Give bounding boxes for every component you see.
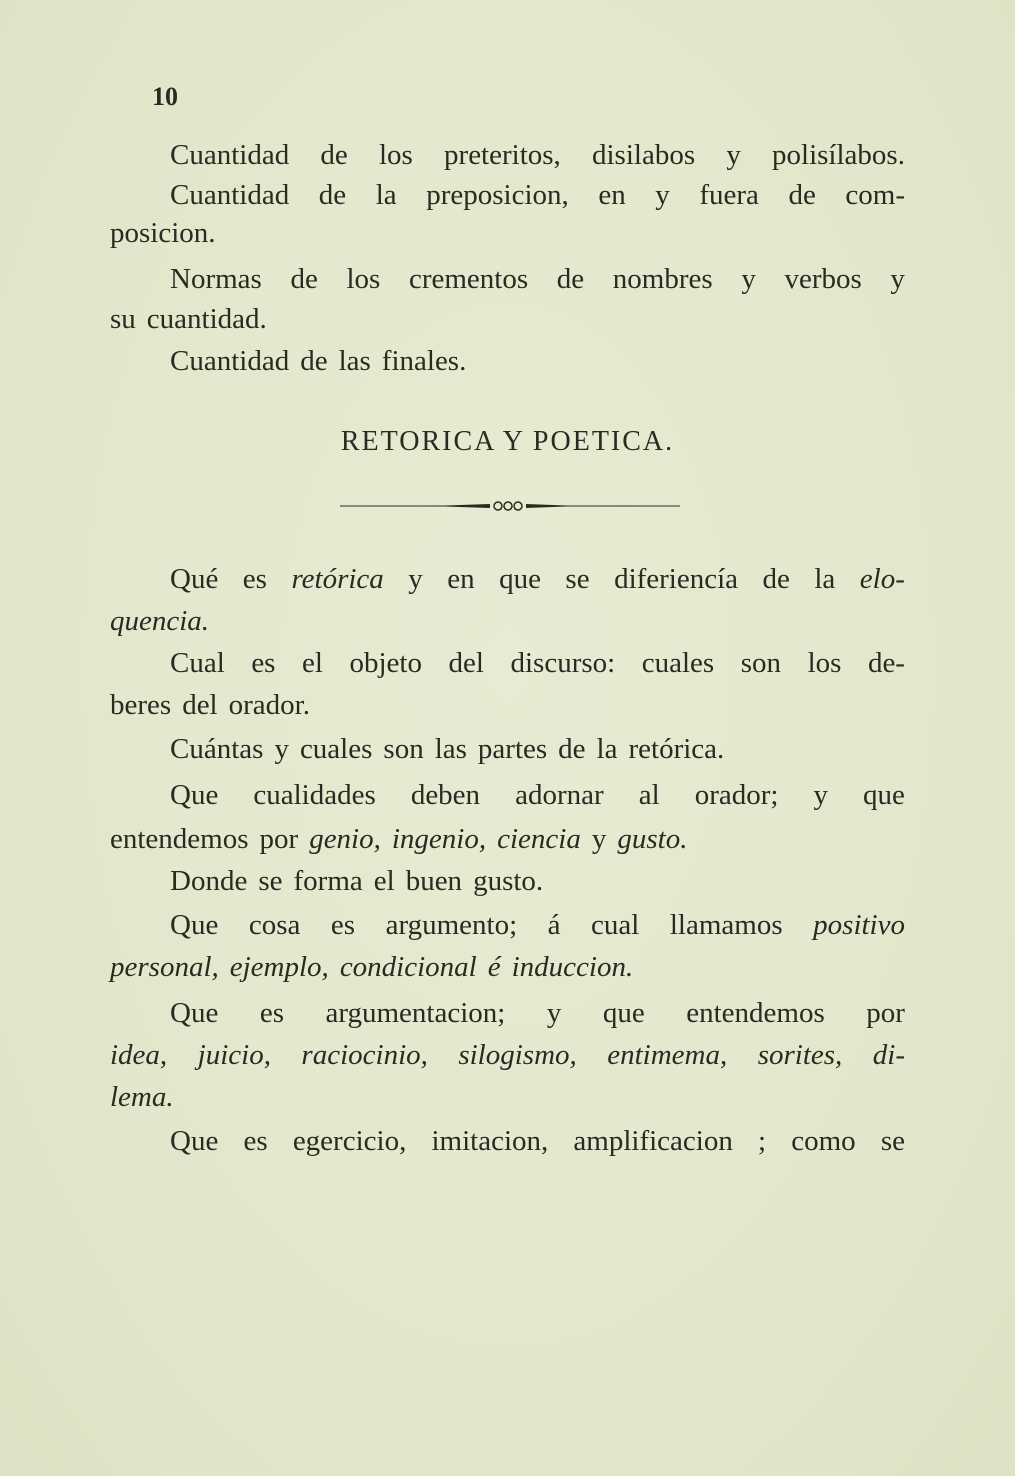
word: disilabos: [592, 139, 696, 171]
text-line: [170, 864, 905, 898]
word: buen: [405, 865, 463, 897]
word: del: [182, 689, 218, 721]
italic-word: condicional: [339, 951, 477, 983]
word: las: [338, 345, 371, 377]
word: los: [346, 263, 381, 295]
word: preposicion,: [426, 179, 569, 211]
word: diferiencía: [614, 563, 739, 595]
text-line: [170, 646, 905, 680]
word: las: [434, 733, 467, 765]
word: com-: [845, 179, 905, 211]
word: que: [602, 997, 645, 1029]
word: preteritos,: [444, 139, 561, 171]
word: fuera: [699, 179, 759, 211]
word: en: [447, 563, 475, 595]
word: cualidades: [253, 779, 376, 811]
italic-word: idea,: [110, 1039, 168, 1071]
word: y: [274, 733, 289, 765]
word: llamamos: [669, 909, 783, 941]
word: crementos: [408, 263, 529, 295]
text-line: [170, 262, 905, 296]
word: y: [726, 139, 741, 171]
italic-word: é: [487, 951, 501, 983]
text-line: [170, 778, 905, 812]
italic-word: juicio,: [197, 1039, 271, 1071]
word: es: [243, 1125, 268, 1157]
word: Que: [170, 779, 219, 811]
word: se: [258, 865, 283, 897]
text-line: [110, 302, 905, 336]
word: entendemos: [686, 997, 825, 1029]
italic-word: ejemplo,: [229, 951, 329, 983]
text-line: [170, 908, 905, 942]
word: argumento;: [385, 909, 518, 941]
text-line: [170, 996, 905, 1030]
word: los: [378, 139, 413, 171]
word: de: [558, 733, 586, 765]
word: y: [546, 997, 562, 1029]
word: Que: [170, 997, 219, 1029]
word: objeto: [349, 647, 422, 679]
word: el: [373, 865, 395, 897]
word: se: [565, 563, 590, 595]
text-line: [110, 1080, 905, 1114]
word: la: [596, 733, 618, 765]
word: de: [300, 345, 328, 377]
word: y: [741, 263, 756, 295]
word: por: [259, 823, 299, 855]
word: y: [655, 179, 670, 211]
italic-word: sorites,: [757, 1039, 843, 1071]
text-line: [110, 216, 905, 250]
word: Cuantidad: [170, 345, 290, 377]
word: y: [813, 779, 828, 811]
word: orador;: [694, 779, 779, 811]
word: Donde: [170, 865, 248, 897]
word: Cual: [170, 647, 225, 679]
word: discurso:: [510, 647, 616, 679]
italic-word: raciocinio,: [301, 1039, 428, 1071]
word: cuales: [299, 733, 373, 765]
italic-word: di-: [872, 1039, 905, 1071]
text-line: [110, 950, 905, 984]
word: á: [547, 909, 561, 941]
word: al: [638, 779, 660, 811]
word: que: [499, 563, 541, 595]
word: los: [807, 647, 842, 679]
word: verbos: [784, 263, 862, 295]
word: se: [880, 1125, 905, 1157]
italic-word: retórica: [291, 563, 384, 595]
word: y: [890, 263, 905, 295]
word: retórica.: [628, 733, 725, 765]
text-line: [110, 822, 905, 856]
word: que: [863, 779, 905, 811]
word: de: [556, 263, 585, 295]
italic-word: ingenio,: [391, 823, 487, 855]
word: son: [383, 733, 424, 765]
word: en: [598, 179, 626, 211]
italic-word: genio,: [309, 823, 381, 855]
word: ;: [758, 1125, 767, 1157]
word: es: [330, 909, 356, 941]
word: partes: [477, 733, 548, 765]
italic-word: positivo: [813, 909, 905, 941]
italic-word: entimema,: [607, 1039, 728, 1071]
word: Cuantidad: [170, 179, 290, 211]
word: adornar: [515, 779, 604, 811]
text-line: [110, 1038, 905, 1072]
word: Cuantidad: [170, 139, 290, 171]
word: cosa: [248, 909, 301, 941]
text-line: [170, 562, 905, 596]
word: de: [318, 179, 347, 211]
word: de: [788, 179, 816, 211]
word: del: [448, 647, 484, 679]
italic-word: silogismo,: [458, 1039, 577, 1071]
word: Normas: [170, 263, 262, 295]
word: cuales: [641, 647, 715, 679]
word: de-: [867, 647, 905, 679]
section-heading: RETORICA Y POETICA.: [340, 426, 675, 457]
word: como: [791, 1125, 856, 1157]
word: por: [866, 997, 905, 1029]
word: gusto.: [473, 865, 544, 897]
italic-word: lema.: [110, 1081, 174, 1113]
word: amplificacion: [573, 1125, 733, 1157]
word: finales.: [381, 345, 467, 377]
text-line: [170, 344, 905, 378]
word: argumentacion;: [325, 997, 506, 1029]
word: es: [251, 647, 276, 679]
text-line: [170, 1124, 905, 1158]
word: Que: [170, 909, 219, 941]
word: y: [591, 823, 607, 855]
word: el: [302, 647, 323, 679]
italic-word: gusto.: [617, 823, 688, 855]
word: Que: [170, 1125, 219, 1157]
word: de: [320, 139, 348, 171]
word: entendemos: [110, 823, 249, 855]
italic-word: ciencia: [497, 823, 581, 855]
word: es: [242, 563, 267, 595]
word: Qué: [170, 563, 219, 595]
word: forma: [293, 865, 363, 897]
word: de: [762, 563, 790, 595]
word: y: [408, 563, 423, 595]
italic-word: quencia.: [110, 605, 210, 637]
word: beres: [110, 689, 172, 721]
word: cual: [591, 909, 640, 941]
text-line: [110, 688, 905, 722]
text-line: [110, 604, 905, 638]
italic-word: induccion.: [511, 951, 634, 983]
word: su: [110, 303, 136, 335]
word: polisílabos.: [772, 139, 905, 171]
ornamental-rule: [340, 500, 680, 512]
word: la: [814, 563, 836, 595]
text-line: [170, 732, 905, 766]
word: egercicio,: [292, 1125, 407, 1157]
text-line: [170, 138, 905, 172]
italic-word: personal,: [110, 951, 219, 983]
text-line: [170, 178, 905, 212]
page-number: 10: [152, 82, 178, 111]
word: son: [740, 647, 782, 679]
word: orador.: [228, 689, 310, 721]
word: deben: [410, 779, 481, 811]
italic-word: elo-: [859, 563, 905, 595]
word: nombres: [612, 263, 713, 295]
word: cuantidad.: [146, 303, 267, 335]
word: Cuántas: [170, 733, 264, 765]
word: imitacion,: [431, 1125, 549, 1157]
word: posicion.: [110, 217, 216, 249]
word: de: [290, 263, 318, 295]
word: la: [375, 179, 397, 211]
word: es: [259, 997, 284, 1029]
